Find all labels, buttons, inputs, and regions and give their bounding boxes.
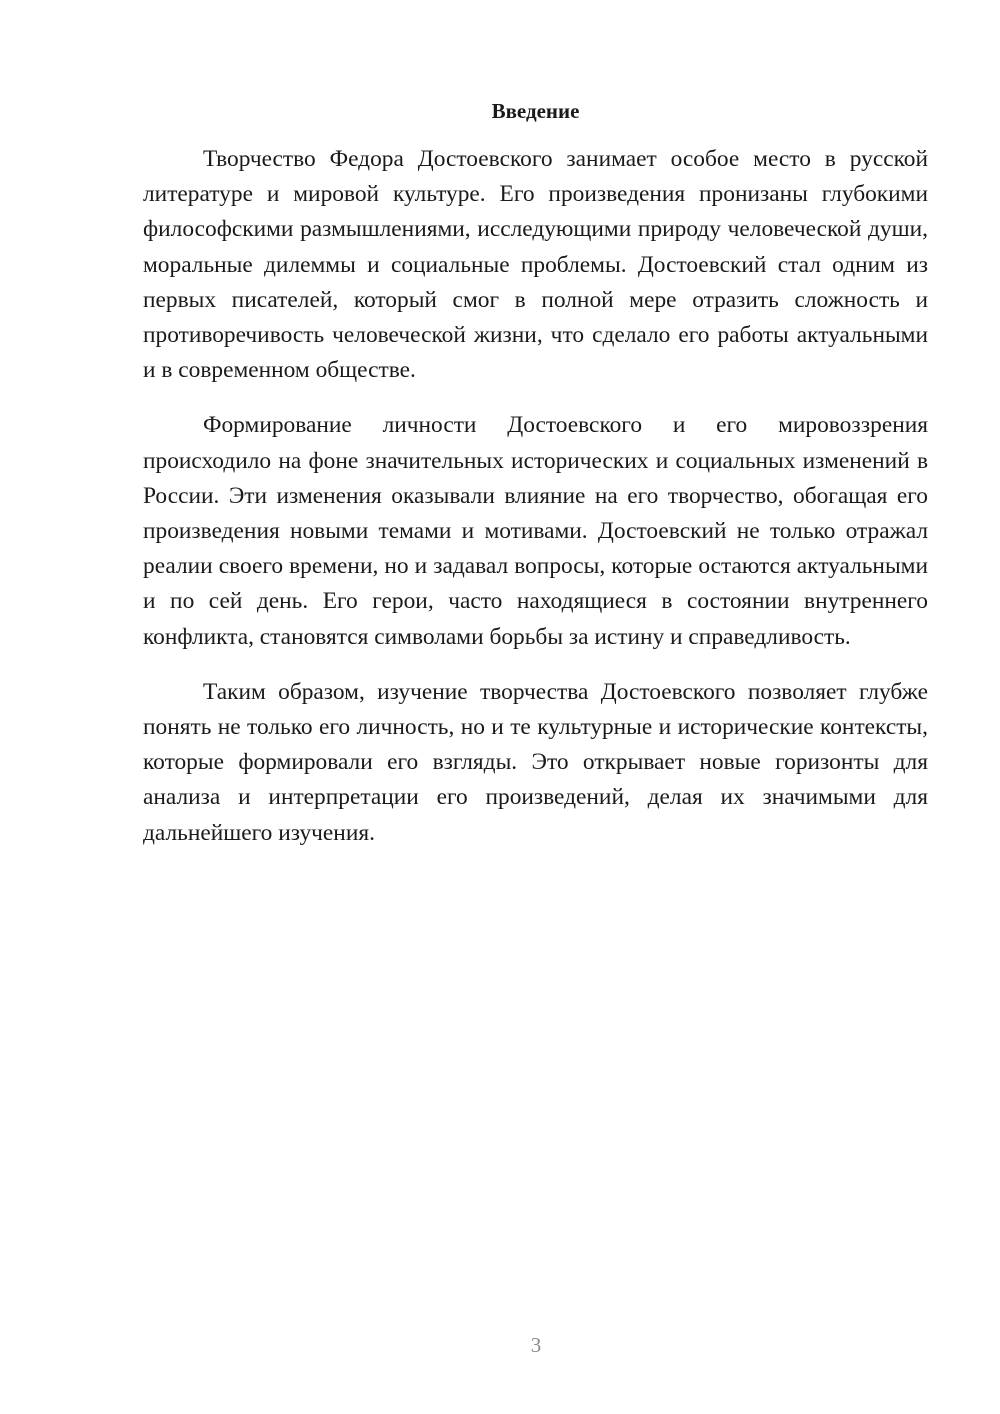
page-number: 3	[530, 1333, 542, 1357]
paragraph-2: Формирование личности Достоевского и его мировоззрения происходило на фоне значительных исторических и социальных изменений в России. Эти изменения оказывали влияние на его творчество, обогащая его произведения новыми темами и мотивами. Достоевский не только отражал реалии своего времени, но и задавал вопросы, которые остаются актуальными и по сей день. Его герои, часто находящиеся в состоянии внутреннего конфликта, становятся символами борьбы за истину и справедливость.	[143, 412, 928, 650]
section-heading: Введение	[491, 99, 580, 123]
paragraph-1: Творчество Федора Достоевского занимает особое место в русской литературе и мировой культуре. Его произведения пронизаны глубокими философскими размышлениями, исследующими природу человеческой души, моральные дилеммы и социальные проблемы. Достоевский стал одним из первых писателей, который смог в полной мере отразить сложность и противоречивость человеческой жизни, что сделало его работы актуальными и в современном обществе.	[143, 146, 928, 384]
paragraph-3: Таким образом, изучение творчества Достоевского позволяет глубже понять не только его личность, но и те культурные и исторические контексты, которые формировали его взгляды. Это открывает новые горизонты для анализа и интерпретации его произведений, делая их значимыми для дальнейшего изучения.	[143, 678, 928, 846]
body-text	[143, 142, 928, 871]
